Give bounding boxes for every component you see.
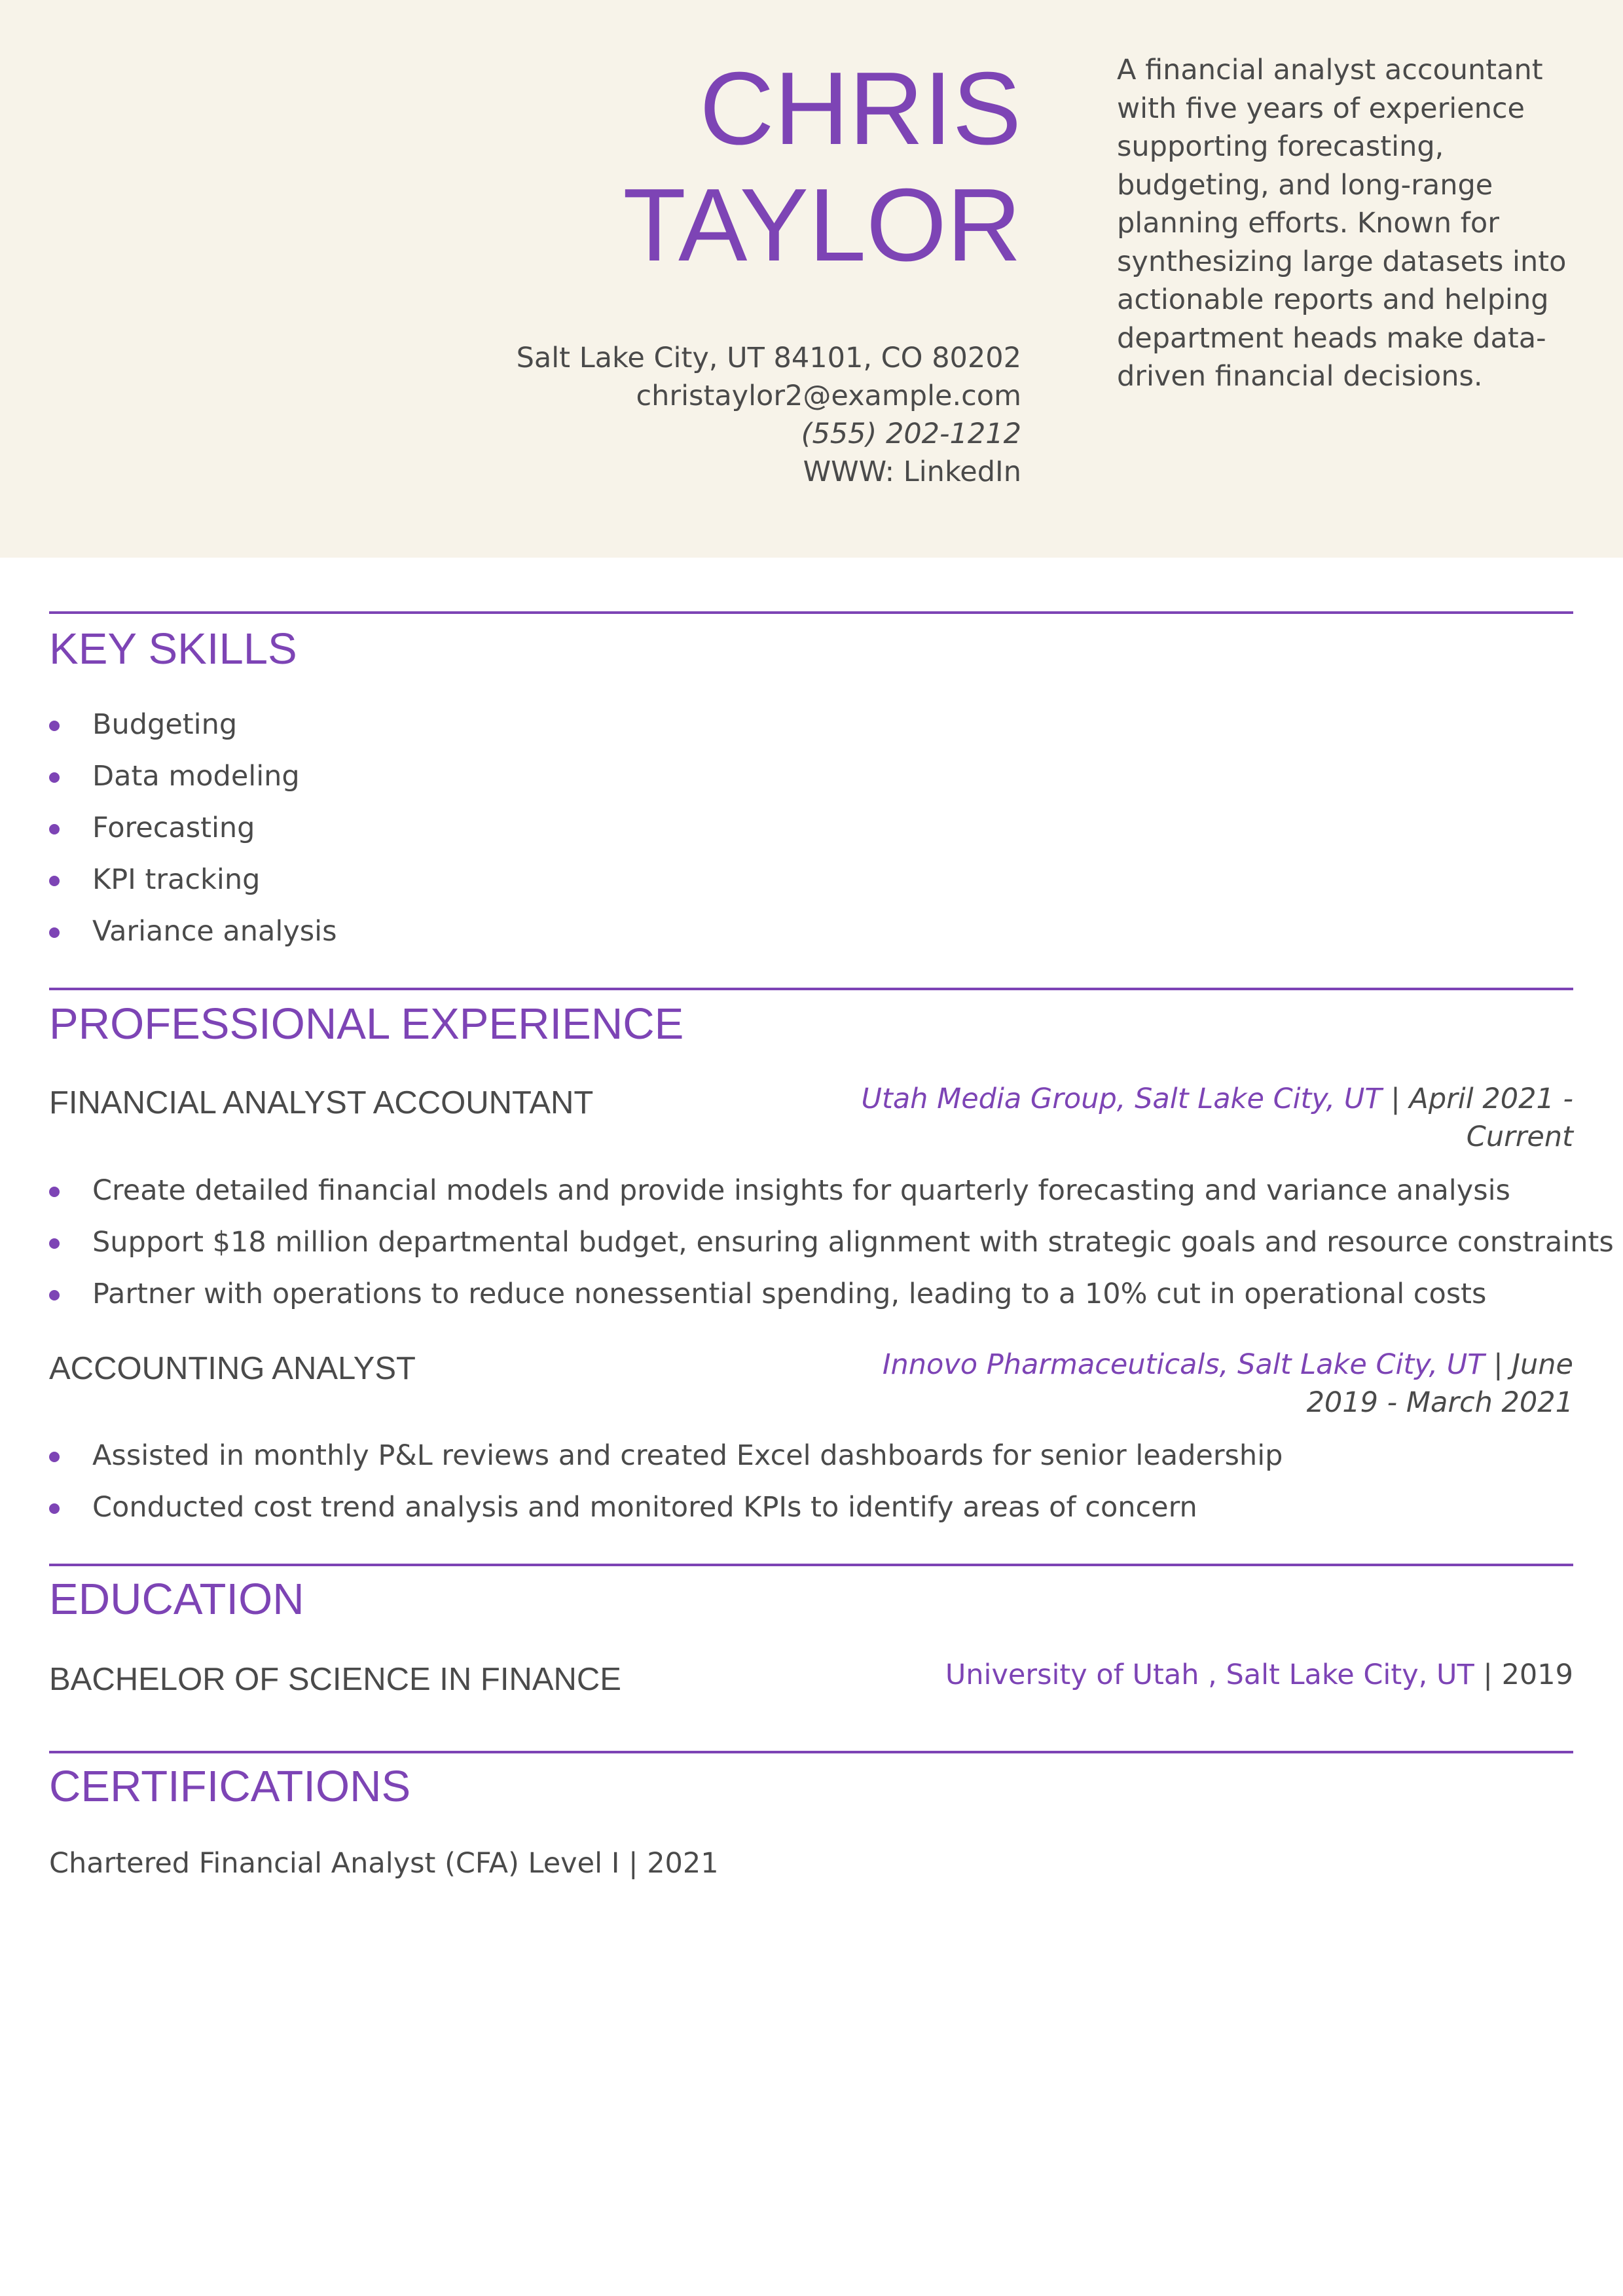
degree-title: BACHELOR OF SCIENCE IN FINANCE bbox=[49, 1662, 621, 1697]
bullet-icon bbox=[49, 772, 60, 783]
company-name: Innovo Pharmaceuticals, Salt Lake City, UT bbox=[882, 1348, 1485, 1381]
list-item: Support $18 million departmental budget, ensuring alignment with strategic goals and resource constraints bbox=[49, 1217, 1594, 1268]
certification-item: Chartered Financial Analyst (CFA) Level I | 2021 bbox=[49, 1847, 719, 1880]
job-dates: 2019 - March 2021 bbox=[1306, 1386, 1573, 1419]
job-meta: Utah Media Group, Salt Lake City, UT | April 2021 - Current bbox=[862, 1080, 1574, 1156]
location: Salt Lake City, UT 84101, CO 80202 bbox=[516, 342, 1021, 374]
company-name: Utah Media Group, Salt Lake City, UT bbox=[861, 1083, 1382, 1115]
list-item: Assisted in monthly P&L reviews and created Excel dashboards for senior leadership bbox=[49, 1430, 1594, 1482]
skill-item: Variance analysis bbox=[49, 906, 1594, 958]
skills-heading: KEY SKILLS bbox=[49, 624, 297, 673]
section-divider bbox=[49, 988, 1573, 990]
bullet-icon bbox=[49, 1187, 60, 1197]
job-dates: Current bbox=[1466, 1121, 1573, 1153]
bullet-icon bbox=[49, 1238, 60, 1249]
phone-number: (555) 202-1212 bbox=[801, 418, 1021, 450]
skill-item: Forecasting bbox=[49, 802, 1594, 854]
graduation-year: 2019 bbox=[1501, 1659, 1573, 1691]
bullet-icon bbox=[49, 824, 60, 834]
job-dates: June bbox=[1512, 1348, 1573, 1381]
skill-item: Data modeling bbox=[49, 751, 1594, 802]
contact-info bbox=[393, 339, 1021, 491]
school-name: University of Utah , Salt Lake City, UT bbox=[945, 1659, 1474, 1691]
education-meta: University of Utah , Salt Lake City, UT | 2019 bbox=[945, 1659, 1573, 1691]
section-divider bbox=[49, 1564, 1573, 1566]
skills-list bbox=[49, 699, 1594, 958]
list-item: Partner with operations to reduce nonessential spending, leading to a 10% cut in operational costs bbox=[49, 1268, 1594, 1320]
bullet-icon bbox=[49, 876, 60, 886]
education-heading: EDUCATION bbox=[49, 1575, 304, 1624]
job-title: ACCOUNTING ANALYST bbox=[49, 1351, 416, 1386]
bullet-icon bbox=[49, 927, 60, 938]
email-link[interactable]: christaylor2@example.com bbox=[636, 380, 1021, 412]
section-divider bbox=[49, 611, 1573, 614]
website-link[interactable]: WWW: LinkedIn bbox=[803, 456, 1021, 488]
resume-header bbox=[0, 0, 1623, 558]
professional-summary: A financial analyst accountant with five years of experience supporting forecasting, budgeting, and long-range planning efforts. Known for synthesizing large datasets into actionable reports and helping department heads make data-driven financial decisions. bbox=[1117, 54, 1567, 393]
skill-item: KPI tracking bbox=[49, 854, 1594, 906]
section-divider bbox=[49, 1751, 1573, 1753]
job-meta: Innovo Pharmaceuticals, Salt Lake City, UT | June 2019 - March 2021 bbox=[883, 1346, 1573, 1422]
experience-heading: PROFESSIONAL EXPERIENCE bbox=[49, 999, 684, 1049]
job-dates: April 2021 - bbox=[1409, 1083, 1573, 1115]
job-title: FINANCIAL ANALYST ACCOUNTANT bbox=[49, 1085, 594, 1121]
first-name: CHRIS bbox=[699, 51, 1021, 166]
bullet-icon bbox=[49, 1452, 60, 1462]
certifications-heading: CERTIFICATIONS bbox=[49, 1762, 411, 1811]
job-bullets bbox=[49, 1430, 1594, 1534]
bullet-icon bbox=[49, 721, 60, 731]
list-item: Conducted cost trend analysis and monitored KPIs to identify areas of concern bbox=[49, 1482, 1594, 1534]
bullet-icon bbox=[49, 1290, 60, 1300]
list-item: Create detailed financial models and provide insights for quarterly forecasting and variance analysis bbox=[49, 1165, 1594, 1217]
bullet-icon bbox=[49, 1503, 60, 1514]
skill-item: Budgeting bbox=[49, 699, 1594, 751]
job-bullets bbox=[49, 1165, 1614, 1320]
last-name: TAYLOR bbox=[623, 168, 1021, 283]
